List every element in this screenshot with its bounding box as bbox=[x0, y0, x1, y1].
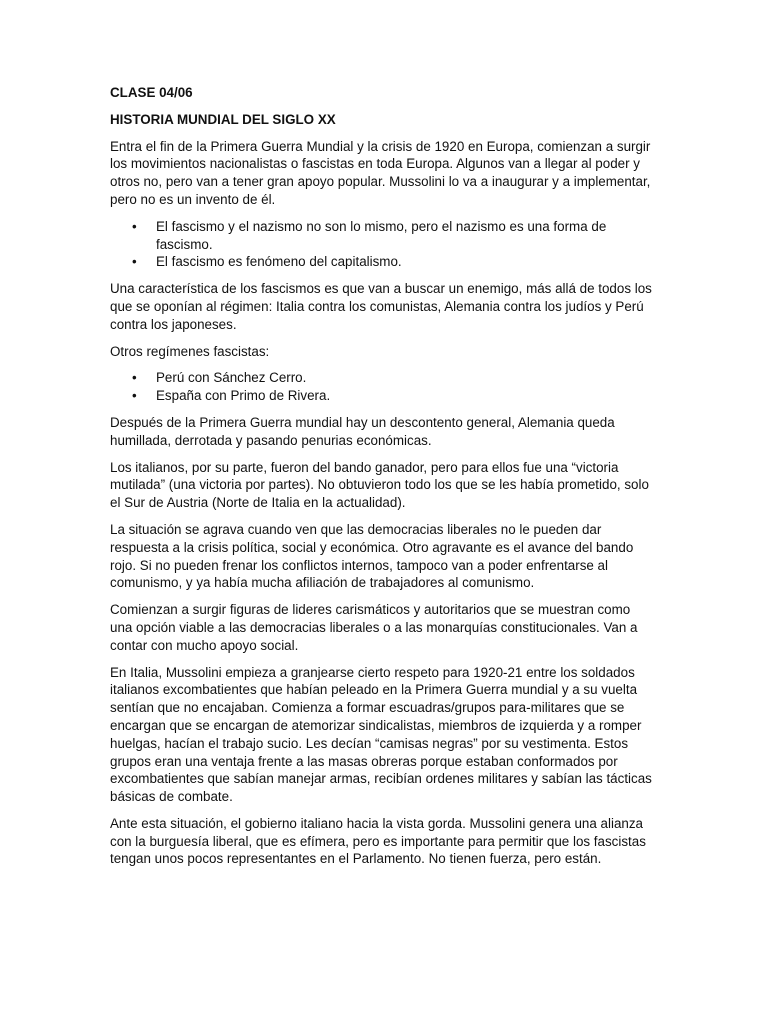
bullet-icon: • bbox=[132, 218, 137, 234]
list-item bbox=[110, 218, 655, 254]
bullet-list-regimes bbox=[110, 369, 655, 405]
paragraph-government: Ante esta situación, el gobierno italiano hacia la vista gorda. Mussolini genera una alianza con la burguesía liberal, que es efímera, pero es importante para permitir que los fascistas tengan unos pocos representantes en el Parlamento. No tienen fuerza, pero están. bbox=[110, 815, 646, 867]
document-page bbox=[110, 84, 655, 877]
list-item bbox=[110, 387, 655, 405]
paragraph-intro: Entra el fin de la Primera Guerra Mundial y la crisis de 1920 en Europa, comienzan a surgir los movimientos nacionalistas o fascistas en toda Europa. Algunos van a llegar al poder y otros no, pero van a tener gran apoyo popular. Mussolini lo va a inaugurar y a implementar, pero no es un invento de él. bbox=[110, 138, 651, 207]
paragraph-situation: La situación se agrava cuando ven que las democracias liberales no le pueden dar respuesta a la crisis política, social y económica. Otro agravante es el avance del bando rojo. Si no pueden frenar los conflictos internos, tampoco van a poder enfrentarse al comunismo, y ya había mucha afiliación de trabajadores al comunismo. bbox=[110, 521, 634, 591]
paragraph-italians: Los italianos, por su parte, fueron del bando ganador, pero para ellos fue una “victoria mutilada” (una victoria por partes). No obtuvieron todo los que se les había prometido, solo el Sur de Austria (Norte de Italia en la actualidad). bbox=[110, 459, 649, 511]
list-item bbox=[110, 253, 655, 271]
paragraph-enemy: Una característica de los fascismos es que van a buscar un enemigo, más allá de todos los que se oponían al régimen: Italia contra los comunistas, Alemania contra los judíos y Perú contra los japoneses. bbox=[110, 281, 652, 332]
bullet-icon: • bbox=[132, 254, 137, 270]
bullet-list-fascism bbox=[110, 218, 655, 271]
list-item bbox=[110, 369, 655, 387]
paragraph-italy: En Italia, Mussolini empieza a granjearse cierto respeto para 1920-21 entre los soldados italianos excombatientes que habían peleado en la Primera Guerra mundial y a su vuelta sentían que no encajaban. Comienza a formar escuadras/grupos para-militares que se encargan que se encargan de atemorizar sindicalistas, miembros de izquierda y a romper huelgas, hacían el trabajo sucio. Les decían “camisas negras” por su vestimenta. Estos grupos eran una ventaja frente a las masas obreras porque estaban conformados por excombatientes que sabían manejar armas, recibían ordenes militares y sabían las tácticas básicas de combate. bbox=[110, 664, 652, 805]
paragraph-other-regimes: Otros regímenes fascistas: bbox=[110, 343, 270, 359]
class-label: CLASE 04/06 bbox=[110, 85, 193, 100]
list-item-text: El fascismo y el nazismo no son lo mismo, pero el nazismo es una forma de fascismo. bbox=[156, 218, 607, 252]
document-title: HISTORIA MUNDIAL DEL SIGLO XX bbox=[110, 111, 336, 127]
bullet-icon: • bbox=[132, 388, 137, 404]
list-item-text: España con Primo de Rivera. bbox=[156, 388, 331, 404]
paragraph-leaders: Comienzan a surgir figuras de lideres carismáticos y autoritarios que se muestran como una opción viable a las democracias liberales o a las monarquías constitucionales. Van a contar con mucho apoyo social. bbox=[110, 602, 638, 653]
paragraph-germany: Después de la Primera Guerra mundial hay un descontento general, Alemania queda humillada, derrotada y pasando penurias económicas. bbox=[110, 414, 615, 448]
bullet-icon: • bbox=[132, 370, 137, 386]
list-item-text: El fascismo es fenómeno del capitalismo. bbox=[156, 254, 402, 270]
list-item-text: Perú con Sánchez Cerro. bbox=[156, 370, 307, 386]
